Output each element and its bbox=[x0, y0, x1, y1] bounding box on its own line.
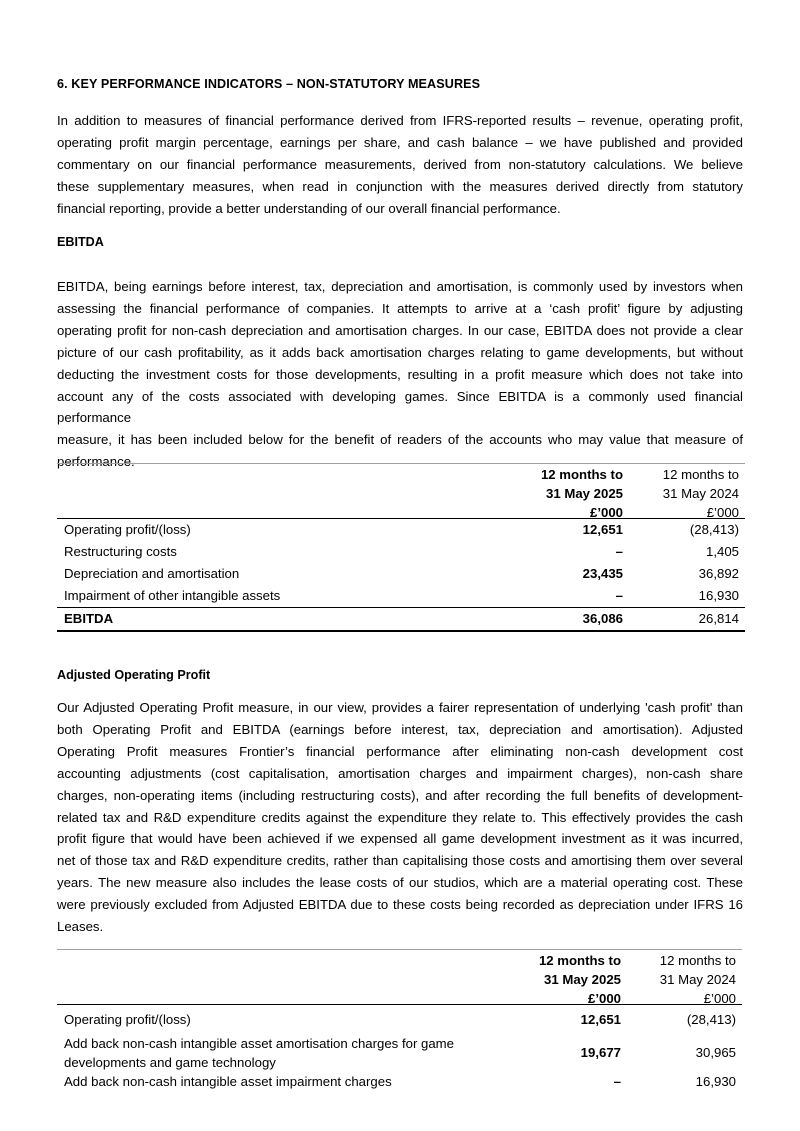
header-line: 12 months to bbox=[540, 467, 623, 482]
ebitda-line: picture of our cash profitability, as it adds back amortisation charges relating to game developments, but without bbox=[57, 344, 743, 360]
table-cell-prior: (28,413) bbox=[689, 522, 739, 537]
aop-line: years. The new measure also includes the lease costs of our studios, which are a material operating cost. These bbox=[57, 875, 743, 891]
header-line: 12 months to bbox=[538, 953, 621, 968]
table-row-label: Operating profit/(loss) bbox=[64, 1012, 191, 1027]
intro-line: commentary on our financial performance measurements, derived from non-statutory calculations. We believe bbox=[57, 156, 743, 172]
table-cell-prior: 30,965 bbox=[695, 1045, 736, 1060]
table-row-label: Add back non-cash intangible asset impairment charges bbox=[64, 1074, 392, 1089]
header-line: £’000 bbox=[587, 991, 621, 1006]
aop-line: were previously excluded from Adjusted EBITDA due to these costs being recorded as depreciation under IFRS 16 bbox=[57, 897, 743, 913]
table-cell-current: – bbox=[615, 588, 623, 603]
aop-header-prior bbox=[626, 951, 736, 1008]
table-cell-current: 12,651 bbox=[580, 1012, 621, 1027]
aop-line: Leases. bbox=[57, 919, 104, 935]
table-row-label: Add back non-cash intangible asset amortisation charges for game developments and game technology bbox=[64, 1036, 454, 1070]
ebitda-line: operating profit for non-cash depreciation and amortisation charges. In our case, EBITDA does not provide a clear bbox=[57, 322, 743, 338]
intro-line: In addition to measures of financial performance derived from IFRS-reported results – revenue, operating profit, bbox=[57, 113, 743, 128]
aop-header-rule bbox=[57, 1004, 742, 1005]
aop-line: both Operating Profit and EBITDA (earnings before interest, tax, depreciation and amortisation). Adjusted bbox=[57, 721, 743, 737]
table-cell-current: – bbox=[613, 1074, 621, 1089]
intro-line: operating profit margin percentage, earnings per share, and cash balance – we have published and provided bbox=[57, 134, 743, 150]
aop-line: Our Adjusted Operating Profit measure, in our view, provides a fairer representation of underlying 'cash profit' than bbox=[57, 700, 743, 715]
header-line: 12 months to bbox=[659, 953, 736, 968]
table-cell-prior: 16,930 bbox=[698, 588, 739, 603]
aop-line: accounting adjustments (cost capitalisation, amortisation charges and impairment charges), non-cash share bbox=[57, 765, 743, 781]
aop-line: charges, non-operating items (including restructuring costs), and after recording the full benefits of development- bbox=[57, 787, 743, 803]
intro-line: financial reporting, provide a better understanding of our overall financial performance. bbox=[57, 200, 561, 216]
ebitda-line: account any of the costs associated with developing games. Since EBITDA is a commonly used financial performance bbox=[57, 388, 743, 426]
ebitda-header-prior bbox=[629, 465, 739, 522]
aop-line: related tax and R&D expenditure credits against the expenditure they relate to. This effectively provides the cash bbox=[57, 809, 743, 825]
header-line: £’000 bbox=[703, 991, 736, 1006]
header-line: £’000 bbox=[706, 505, 739, 520]
ebitda-total-current: 36,086 bbox=[582, 611, 623, 626]
table-cell-current: 12,651 bbox=[582, 522, 623, 537]
table-cell-prior: 1,405 bbox=[705, 544, 739, 559]
table-cell-current: 19,677 bbox=[580, 1045, 621, 1060]
header-line: 31 May 2024 bbox=[659, 972, 736, 987]
ebitda-total-rule bbox=[57, 607, 745, 608]
intro-paragraph bbox=[57, 110, 743, 220]
ebitda-header-rule bbox=[57, 518, 745, 519]
aop-line: profit figure that would have been achieved if we expensed all game development investment as it was incurred, bbox=[57, 831, 743, 847]
table-row-label: Operating profit/(loss) bbox=[64, 522, 191, 537]
table-row-label: Restructuring costs bbox=[64, 544, 177, 559]
table-cell-current: – bbox=[615, 544, 623, 559]
header-line: 31 May 2025 bbox=[544, 972, 621, 987]
table-cell-prior: 16,930 bbox=[695, 1074, 736, 1089]
ebitda-total-label: EBITDA bbox=[64, 611, 114, 626]
ebitda-line: assessing the financial performance of companies. It attempts to arrive at a ‘cash profit’ figure by adjusting bbox=[57, 300, 743, 316]
ebitda-line: performance. bbox=[57, 454, 135, 470]
aop-table bbox=[57, 950, 742, 1100]
aop-header-current bbox=[461, 951, 621, 1008]
table-cell-prior: 36,892 bbox=[698, 566, 739, 581]
ebitda-line: deducting the investment costs for those developments, resulting in a profit measure which does not take into bbox=[57, 366, 743, 382]
aop-heading: Adjusted Operating Profit bbox=[57, 668, 211, 682]
header-line: 31 May 2025 bbox=[546, 486, 623, 501]
ebitda-line: EBITDA, being earnings before interest, tax, depreciation and amortisation, is commonly used by investors when bbox=[57, 279, 743, 294]
header-line: 12 months to bbox=[662, 467, 739, 482]
ebitda-total-prior: 26,814 bbox=[698, 611, 739, 626]
aop-line: net of those tax and R&D expenditure credits, rather than capitalising those costs and amortising them over several bbox=[57, 853, 743, 869]
ebitda-line: measure, it has been included below for the benefit of readers of the accounts who may value that measure of bbox=[57, 432, 743, 448]
ebitda-paragraph bbox=[57, 276, 743, 473]
table-cell-prior: (28,413) bbox=[686, 1012, 736, 1027]
aop-paragraph bbox=[57, 697, 743, 938]
ebitda-heading: EBITDA bbox=[57, 235, 104, 249]
ebitda-total-double-rule bbox=[57, 630, 745, 632]
table-row-label: Impairment of other intangible assets bbox=[64, 588, 281, 603]
header-line: 31 May 2024 bbox=[662, 486, 739, 501]
header-line: £’000 bbox=[589, 505, 623, 520]
section-title: 6. KEY PERFORMANCE INDICATORS – NON-STATUTORY MEASURES bbox=[57, 77, 481, 91]
table-row-label: Depreciation and amortisation bbox=[64, 566, 240, 581]
ebitda-table bbox=[57, 464, 745, 632]
table-cell-current: 23,435 bbox=[582, 566, 623, 581]
ebitda-header-current bbox=[463, 465, 623, 522]
intro-line: these supplementary measures, when read in conjunction with the measures derived directly from statutory bbox=[57, 178, 743, 194]
aop-line: Operating Profit measures Frontier’s financial performance after eliminating non-cash development cost bbox=[57, 743, 743, 759]
